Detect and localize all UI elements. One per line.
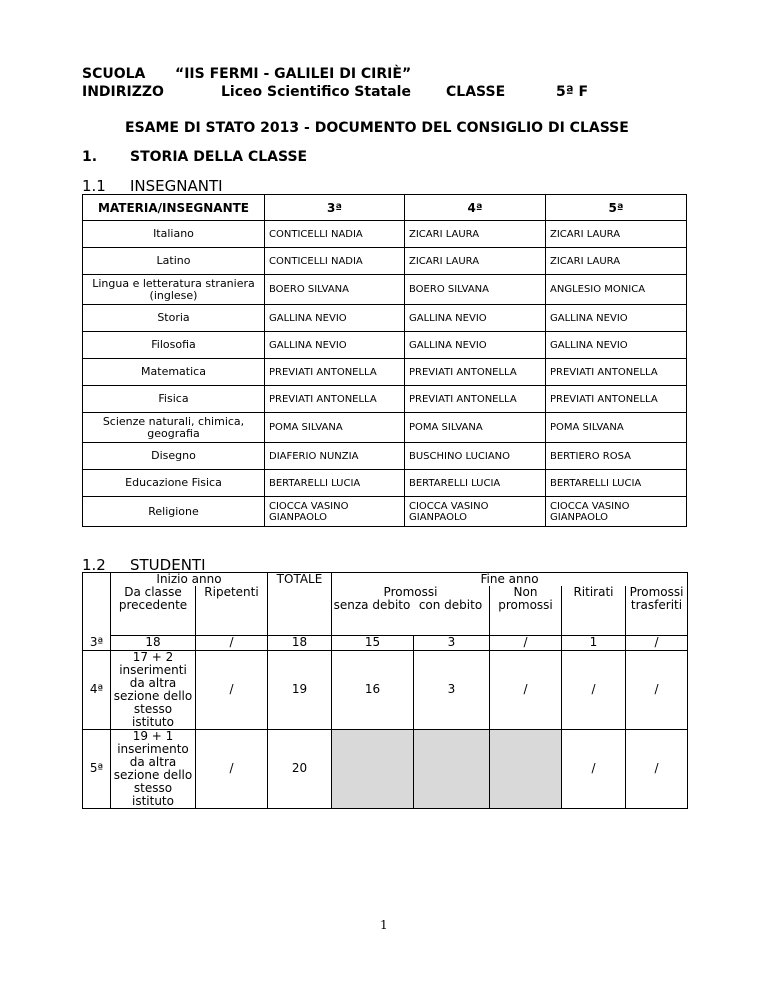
document-title: ESAME DI STATO 2013 - DOCUMENTO DEL CONSIGLIO DI CLASSE xyxy=(125,120,629,136)
senza-debito-header: senza debito xyxy=(333,598,411,612)
teacher-year-5-cell: BERTARELLI LUCIA xyxy=(546,470,687,497)
subject-cell: Fisica xyxy=(83,386,265,413)
ripetenti-cell: / xyxy=(196,635,268,650)
da-classe-cell: 17 + 2 inserimenti da altra sezione dello stesso istituto xyxy=(111,650,196,729)
ripetenti-header: Ripetenti xyxy=(196,586,268,635)
senza-debito-cell: 15 xyxy=(332,635,414,650)
ripetenti-cell: / xyxy=(196,650,268,729)
students-row-5 xyxy=(83,729,688,808)
teacher-row xyxy=(83,275,687,305)
con-debito-header: con debito xyxy=(418,598,483,612)
ritirati-cell: / xyxy=(562,650,626,729)
teacher-row xyxy=(83,443,687,470)
subject-cell: Latino xyxy=(83,248,265,275)
students-row-4 xyxy=(83,650,688,729)
subject-cell: Filosofia xyxy=(83,332,265,359)
subject-cell: Matematica xyxy=(83,359,265,386)
da-classe-cell: 19 + 1 inserimento da altra sezione dello stesso istituto xyxy=(111,729,196,808)
ritirati-header: Ritirati xyxy=(562,586,626,635)
teacher-year-4-cell: PREVIATI ANTONELLA xyxy=(405,386,546,413)
teacher-row xyxy=(83,413,687,443)
teacher-year-3-cell: CIOCCA VASINO GIANPAOLO xyxy=(265,497,405,527)
teacher-year-5-cell: PREVIATI ANTONELLA xyxy=(546,359,687,386)
promossi-header xyxy=(332,586,490,635)
section-1-2-number: 1.2 xyxy=(82,556,106,574)
totale-cell: 20 xyxy=(268,729,332,808)
teacher-year-5-cell: GALLINA NEVIO xyxy=(546,305,687,332)
non-promossi-cell: / xyxy=(490,650,562,729)
ripetenti-cell: / xyxy=(196,729,268,808)
teacher-year-3-cell: GALLINA NEVIO xyxy=(265,305,405,332)
teacher-year-5-cell: GALLINA NEVIO xyxy=(546,332,687,359)
teacher-year-5-cell: ZICARI LAURA xyxy=(546,248,687,275)
scuola-value: “IIS FERMI - GALILEI DI CIRIÈ” xyxy=(175,66,412,82)
promossi-label: Promossi xyxy=(383,585,438,599)
teacher-year-4-cell: BUSCHINO LUCIANO xyxy=(405,443,546,470)
totale-cell: 19 xyxy=(268,650,332,729)
trasferiti-cell: / xyxy=(626,729,688,808)
teacher-year-4-cell: PREVIATI ANTONELLA xyxy=(405,359,546,386)
teacher-year-3-cell: BERTARELLI LUCIA xyxy=(265,470,405,497)
teacher-year-3-cell: PREVIATI ANTONELLA xyxy=(265,359,405,386)
teacher-row xyxy=(83,359,687,386)
teacher-year-4-cell: POMA SILVANA xyxy=(405,413,546,443)
teacher-year-5-cell: ANGLESIO MONICA xyxy=(546,275,687,305)
indirizzo-value: Liceo Scientifico Statale xyxy=(221,84,411,100)
teacher-year-3-cell: PREVIATI ANTONELLA xyxy=(265,386,405,413)
page-number: 1 xyxy=(380,918,388,932)
ritirati-cell: 1 xyxy=(562,635,626,650)
non-promossi-header: Non promossi xyxy=(490,586,562,635)
subject-cell: Disegno xyxy=(83,443,265,470)
section-1-1-title: INSEGNANTI xyxy=(130,177,223,195)
teacher-row xyxy=(83,332,687,359)
teacher-year-5-cell: BERTIERO ROSA xyxy=(546,443,687,470)
teacher-year-4-cell: ZICARI LAURA xyxy=(405,221,546,248)
header-year-5: 5ª xyxy=(546,195,687,221)
con-debito-cell: 3 xyxy=(414,635,490,650)
teacher-row xyxy=(83,497,687,527)
subject-cell: Scienze naturali, chimica, geografia xyxy=(83,413,265,443)
teacher-year-4-cell: BERTARELLI LUCIA xyxy=(405,470,546,497)
teacher-row xyxy=(83,305,687,332)
teacher-row xyxy=(83,470,687,497)
trasferiti-cell: / xyxy=(626,650,688,729)
header-year-4: 4ª xyxy=(405,195,546,221)
teacher-year-4-cell: ZICARI LAURA xyxy=(405,248,546,275)
teacher-year-5-cell: ZICARI LAURA xyxy=(546,221,687,248)
classe-label: CLASSE xyxy=(446,84,506,100)
teacher-row xyxy=(83,221,687,248)
teacher-year-3-cell: CONTICELLI NADIA xyxy=(265,221,405,248)
totale-header: TOTALE xyxy=(268,573,332,636)
inizio-anno-header: Inizio anno xyxy=(111,573,268,587)
senza-debito-cell xyxy=(332,729,414,808)
da-classe-header: Da classe precedente xyxy=(111,586,196,635)
teachers-header-row xyxy=(83,195,687,221)
classe-value: 5ª F xyxy=(556,84,589,100)
con-debito-cell: 3 xyxy=(414,650,490,729)
trasferiti-cell: / xyxy=(626,635,688,650)
non-promossi-cell xyxy=(490,729,562,808)
anno-cell: 5ª xyxy=(83,729,111,808)
section-1-number: 1. xyxy=(82,149,98,165)
students-row-3 xyxy=(83,635,688,650)
scuola-label: SCUOLA xyxy=(82,66,146,82)
teacher-year-3-cell: DIAFERIO NUNZIA xyxy=(265,443,405,470)
non-promossi-cell: / xyxy=(490,635,562,650)
fine-anno-header: Fine anno xyxy=(332,573,688,587)
header-materia: MATERIA/INSEGNANTE xyxy=(83,195,265,221)
section-1-title: STORIA DELLA CLASSE xyxy=(130,149,308,165)
subject-cell: Religione xyxy=(83,497,265,527)
con-debito-cell xyxy=(414,729,490,808)
teacher-year-3-cell: BOERO SILVANA xyxy=(265,275,405,305)
subject-cell: Lingua e letteratura straniera (inglese) xyxy=(83,275,265,305)
anno-cell: 4ª xyxy=(83,650,111,729)
section-1-2-title: STUDENTI xyxy=(130,556,206,574)
teacher-year-3-cell: CONTICELLI NADIA xyxy=(265,248,405,275)
section-1-1-number: 1.1 xyxy=(82,177,106,195)
teacher-year-5-cell: POMA SILVANA xyxy=(546,413,687,443)
teacher-year-3-cell: GALLINA NEVIO xyxy=(265,332,405,359)
students-table xyxy=(82,572,688,809)
da-classe-cell: 18 xyxy=(111,635,196,650)
teacher-year-4-cell: CIOCCA VASINO GIANPAOLO xyxy=(405,497,546,527)
teacher-year-4-cell: BOERO SILVANA xyxy=(405,275,546,305)
subject-cell: Educazione Fisica xyxy=(83,470,265,497)
teacher-year-4-cell: GALLINA NEVIO xyxy=(405,305,546,332)
subject-cell: Italiano xyxy=(83,221,265,248)
anno-cell: 3ª xyxy=(83,635,111,650)
teacher-year-3-cell: POMA SILVANA xyxy=(265,413,405,443)
senza-debito-cell: 16 xyxy=(332,650,414,729)
teacher-year-5-cell: CIOCCA VASINO GIANPAOLO xyxy=(546,497,687,527)
subject-cell: Storia xyxy=(83,305,265,332)
teacher-year-4-cell: GALLINA NEVIO xyxy=(405,332,546,359)
teacher-row xyxy=(83,248,687,275)
promossi-trasferiti-header: Promossi trasferiti xyxy=(626,586,688,635)
teachers-table xyxy=(82,194,687,527)
ritirati-cell: / xyxy=(562,729,626,808)
header-year-3: 3ª xyxy=(265,195,405,221)
totale-cell: 18 xyxy=(268,635,332,650)
teacher-row xyxy=(83,386,687,413)
teacher-year-5-cell: PREVIATI ANTONELLA xyxy=(546,386,687,413)
indirizzo-label: INDIRIZZO xyxy=(82,84,164,100)
